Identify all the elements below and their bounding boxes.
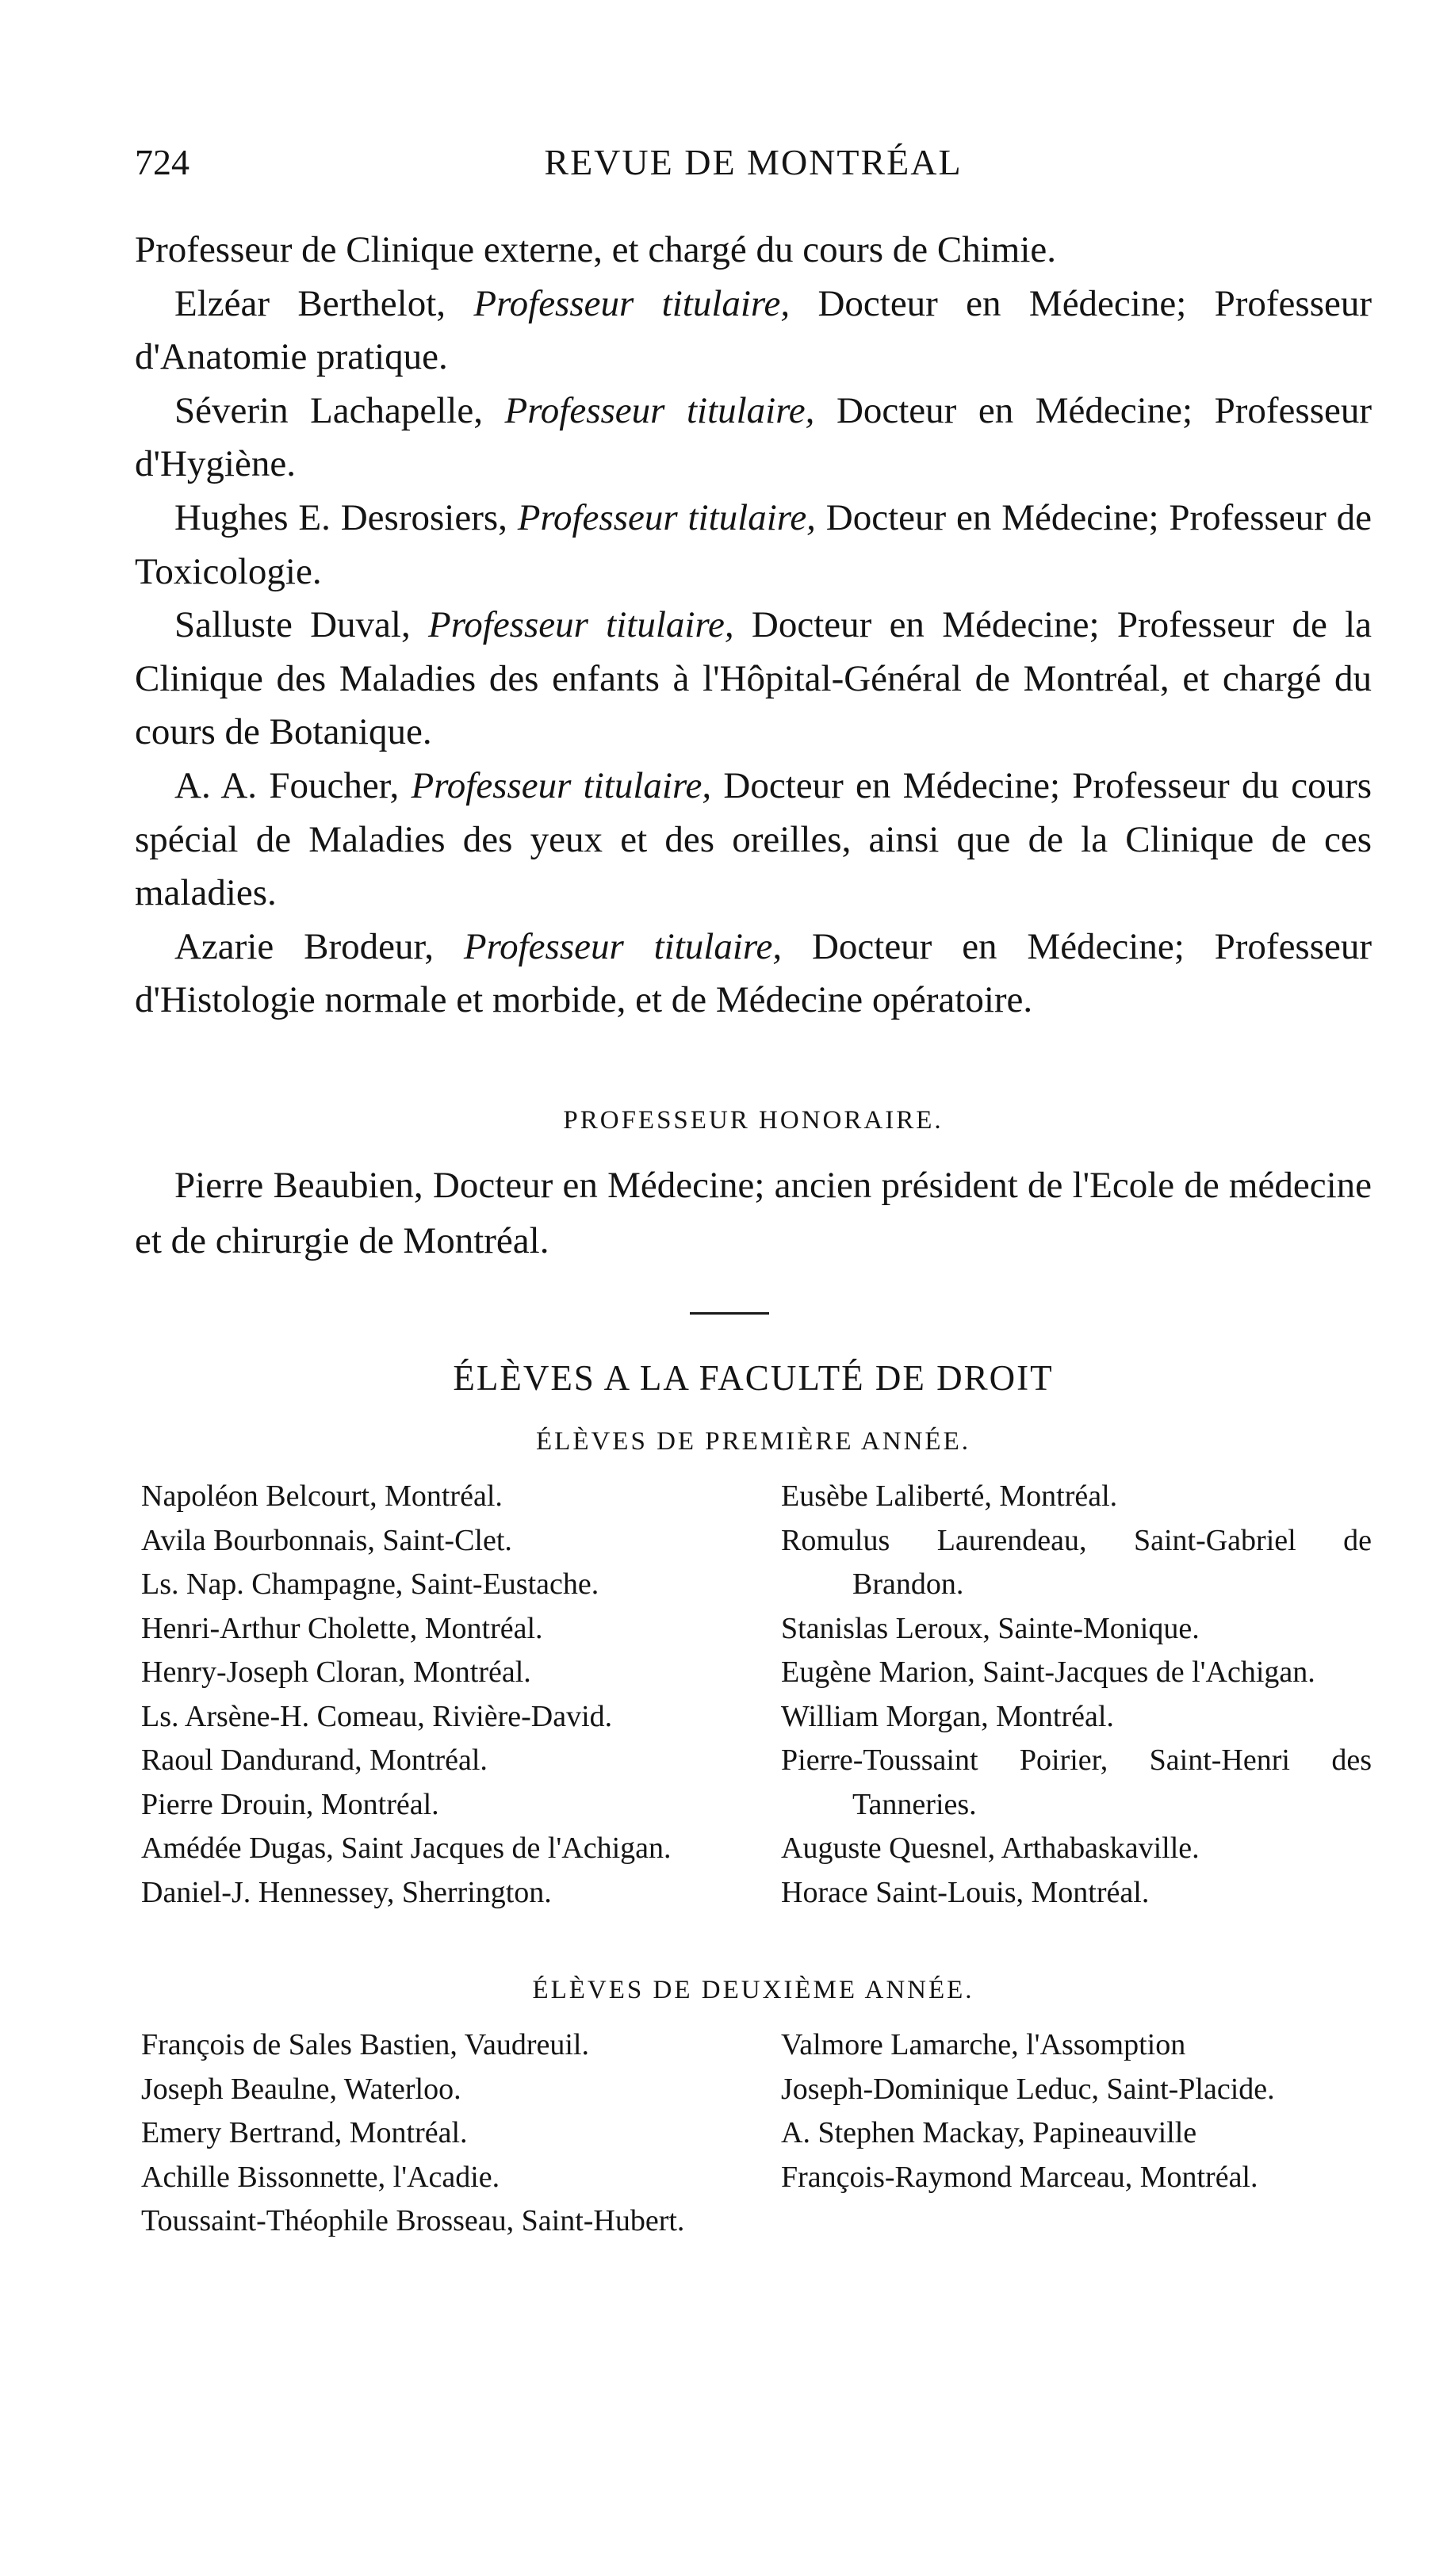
professor-name: Azarie Brodeur,	[174, 925, 434, 967]
professor-details: Docteur en Médecine; Professeur d'Histologie normale et morbide, et de Médecine opératoire.	[135, 925, 1373, 1021]
paragraph-berthelot	[135, 278, 1372, 385]
faculty-list	[135, 224, 1372, 1028]
honoraire-paragraph	[135, 1158, 1372, 1269]
list-item: Auguste Quesnel, Arthabaskaville.	[781, 1832, 1200, 1865]
list-item: François de Sales Bastien, Vaudreuil.	[141, 2028, 589, 2061]
list-item: Raoul Dandurand, Montréal.	[141, 1743, 488, 1777]
paragraph-desrosiers	[135, 492, 1372, 599]
list-item: A. Stephen Mackay, Papineauville	[781, 2116, 1197, 2149]
paragraph-lachapelle	[135, 385, 1372, 492]
list-item: Amédée Dugas, Saint Jacques de l'Achigan.	[141, 1832, 672, 1865]
paragraph-brodeur	[135, 921, 1372, 1028]
second-year-right-column	[781, 2023, 1372, 2199]
page-number: 724	[135, 142, 190, 182]
list-item: François-Raymond Marceau, Montréal.	[781, 2160, 1258, 2194]
list-item: Avila Bourbonnais, Saint-Clet.	[141, 1523, 512, 1557]
list-item: Eusèbe Laliberté, Montréal.	[781, 1479, 1118, 1513]
list-item: Henry-Joseph Cloran, Montréal.	[141, 1655, 531, 1689]
list-item: Pierre Drouin, Montréal.	[141, 1787, 439, 1821]
professor-details: Docteur en Médecine; Professeur de Toxicologie.	[135, 496, 1372, 592]
first-year-heading: ÉLÈVES DE PREMIÈRE ANNÉE.	[536, 1427, 971, 1456]
list-item: Eugène Marion, Saint-Jacques de l'Achigan.	[781, 1655, 1315, 1689]
section-divider	[690, 1312, 769, 1315]
list-item: Daniel-J. Hennessey, Sherrington.	[141, 1875, 552, 1909]
running-title: REVUE DE MONTRÉAL	[544, 142, 963, 182]
list-item: Valmore Lamarche, l'Assomption	[781, 2028, 1186, 2061]
professor-details: Docteur en Médecine; Professeur d'Hygiène.	[135, 389, 1373, 485]
professor-name: Séverin Lachapelle,	[174, 389, 483, 431]
professor-title: Professeur titulaire,	[473, 282, 791, 324]
list-item: William Morgan, Montréal.	[781, 1699, 1114, 1733]
list-item: Ls. Nap. Champagne, Saint-Eustache.	[141, 1567, 599, 1601]
professor-name: Elzéar Berthelot,	[174, 282, 446, 324]
paragraph-duval	[135, 599, 1372, 760]
professor-title: Professeur titulaire,	[428, 604, 734, 646]
list-item: Joseph Beaulne, Waterloo.	[141, 2072, 461, 2106]
list-item: Henri-Arthur Cholette, Montréal.	[141, 1611, 543, 1645]
honoraire-text: Pierre Beaubien, Docteur en Médecine; ancien président de l'Ecole de médecine et de chirurgie de Montréal.	[135, 1165, 1372, 1261]
professor-title: Professeur titulaire,	[504, 389, 815, 431]
list-item: Toussaint-Théophile Brosseau, Saint-Hubert.	[141, 2204, 685, 2237]
list-item: Napoléon Belcourt, Montréal.	[141, 1479, 503, 1513]
professor-title: Professeur titulaire,	[411, 764, 712, 806]
professor-details: Docteur en Médecine; Professeur de la Clinique des Maladies des enfants à l'Hôpital-Général de Montréal, et chargé du cours de Botanique.	[135, 604, 1373, 753]
paragraph-foucher	[135, 760, 1372, 921]
list-item: Stanislas Leroux, Sainte-Monique.	[781, 1611, 1200, 1645]
first-year-left-column	[141, 1475, 752, 1915]
list-item: Romulus Laurendeau, Saint-Gabriel de Brandon.	[781, 1523, 1372, 1601]
paragraph-chimie: Professeur de Clinique externe, et chargé du cours de Chimie.	[135, 229, 1057, 270]
honoraire-heading: PROFESSEUR HONORAIRE.	[563, 1106, 944, 1135]
list-item: Ls. Arsène-H. Comeau, Rivière-David.	[141, 1699, 613, 1733]
list-item: Pierre-Toussaint Poirier, Saint-Henri des Tanneries.	[781, 1743, 1372, 1821]
list-item: Joseph-Dominique Leduc, Saint-Placide.	[781, 2072, 1275, 2106]
second-year-left-column	[141, 2023, 752, 2244]
professor-name: A. A. Foucher,	[174, 764, 400, 806]
page-header	[135, 141, 1372, 197]
second-year-heading: ÉLÈVES DE DEUXIÈME ANNÉE.	[532, 1976, 974, 2004]
professor-title: Professeur titulaire,	[517, 496, 816, 538]
list-item: Achille Bissonnette, l'Acadie.	[141, 2160, 500, 2194]
professor-details: Docteur en Médecine; Professeur d'Anatomie pratique.	[135, 282, 1373, 378]
professor-name: Hughes E. Desrosiers,	[174, 496, 507, 538]
first-year-right-column	[781, 1475, 1372, 1915]
professor-title: Professeur titulaire,	[463, 925, 783, 967]
section-title: ÉLÈVES A LA FACULTÉ DE DROIT	[453, 1358, 1054, 1398]
professor-name: Salluste Duval,	[174, 604, 411, 646]
professor-details: Docteur en Médecine; Professeur du cours spécial de Maladies des yeux et des oreilles, ainsi que de la Clinique de ces maladies.	[135, 764, 1373, 914]
list-item: Emery Bertrand, Montréal.	[141, 2116, 468, 2149]
list-item: Horace Saint-Louis, Montréal.	[781, 1875, 1150, 1909]
